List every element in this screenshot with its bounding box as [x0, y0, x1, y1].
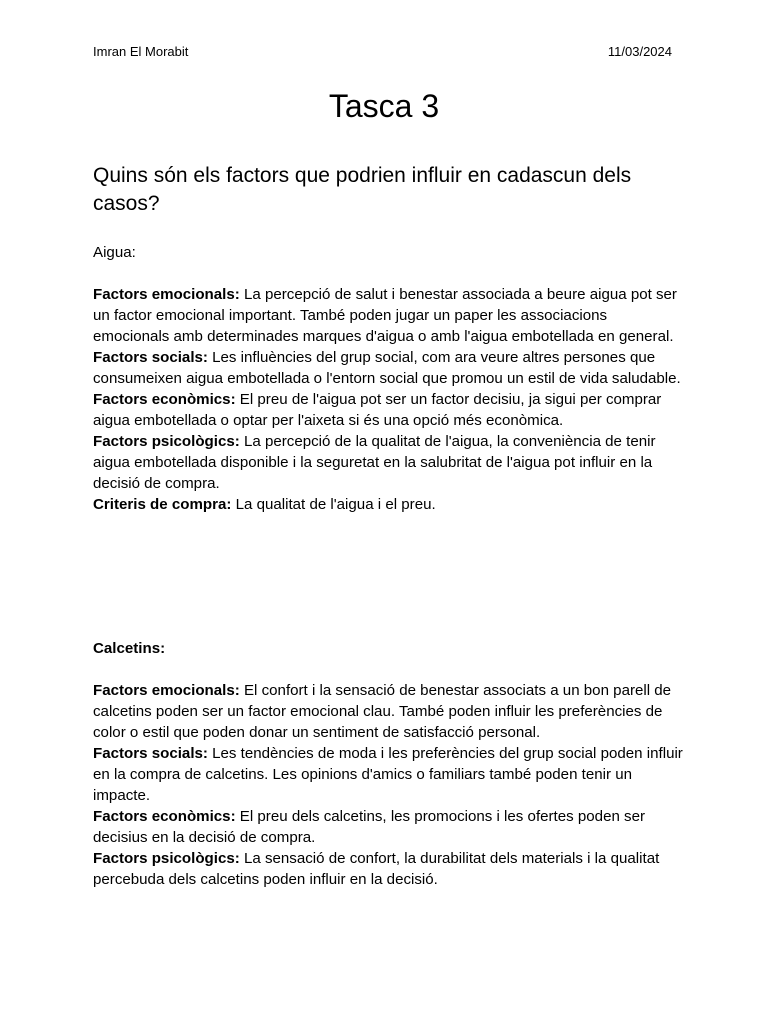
author-name: Imran El Morabit: [93, 44, 189, 59]
paragraph-calcetins-economics: [93, 806, 683, 848]
factor-text: La percepció de la qualitat de l'aigua, la conveniència de tenir aigua embotellada disponible i la seguretat en la salubritat de l'aigua pot influir en la decisió de compra.: [93, 433, 656, 492]
paragraph-aigua-emocionals: [93, 284, 683, 347]
paragraph-calcetins-emocionals: [93, 680, 683, 743]
factor-text: La sensació de confort, la durabilitat dels materials i la qualitat percebuda dels calcetins poden influir en la decisió.: [93, 850, 660, 888]
factor-text: El preu dels calcetins, les promocions i les ofertes poden ser decisius en la decisió de compra.: [93, 808, 646, 846]
factor-label: Factors socials:: [93, 349, 208, 366]
factor-text: La percepció de salut i benestar associada a beure aigua pot ser un factor emocional important. També poden jugar un paper les associacions emocionals amb determinades marques d'aigua o amb l'aigua embotellada en general.: [93, 286, 677, 345]
factor-label: Criteris de compra:: [93, 496, 232, 513]
section-body-calcetins: [93, 680, 683, 890]
factor-label: Factors socials:: [93, 745, 208, 762]
factor-text: La qualitat de l'aigua i el preu.: [231, 496, 436, 513]
page-title: Tasca 3: [328, 88, 440, 124]
paragraph-aigua-socials: [93, 347, 683, 389]
paragraph-calcetins-socials: [93, 743, 683, 806]
section-heading-calcetins: Calcetins:: [93, 640, 166, 657]
paragraph-aigua-economics: [93, 389, 683, 431]
paragraph-aigua-criteris: [93, 494, 683, 515]
factor-text: Les tendències de moda i les preferències del grup social poden influir en la compra de calcetins. Les opinions d'amics o familiars també poden tenir un impacte.: [93, 745, 683, 804]
paragraph-aigua-psicologics: [93, 431, 683, 494]
section-body-aigua: [93, 284, 683, 515]
factor-text: Les influències del grup social, com ara veure altres persones que consumeixen aigua embotellada o l'entorn social que promou un estil de vida saludable.: [93, 349, 681, 387]
factor-label: Factors econòmics:: [93, 808, 236, 825]
factor-label: Factors econòmics:: [93, 391, 236, 408]
factor-text: El preu de l'aigua pot ser un factor decisiu, ja sigui per comprar aigua embotellada o optar per l'aixeta si és una opció més econòmica.: [93, 391, 662, 429]
question-heading: Quins són els factors que podrien influir en cadascun dels casos?: [93, 164, 632, 215]
factor-label: Factors emocionals:: [93, 682, 240, 699]
factor-text: El confort i la sensació de benestar associats a un bon parell de calcetins poden ser un factor emocional clau. També poden influir les preferències de color o estil que poden donar un sentiment de satisfacció personal.: [93, 682, 672, 741]
factor-label: Factors psicològics:: [93, 433, 240, 450]
factor-label: Factors emocionals:: [93, 286, 240, 303]
section-heading-aigua: Aigua:: [93, 244, 136, 261]
document-date: 11/03/2024: [607, 44, 672, 59]
factor-label: Factors psicològics:: [93, 850, 240, 867]
paragraph-calcetins-psicologics: [93, 848, 683, 890]
